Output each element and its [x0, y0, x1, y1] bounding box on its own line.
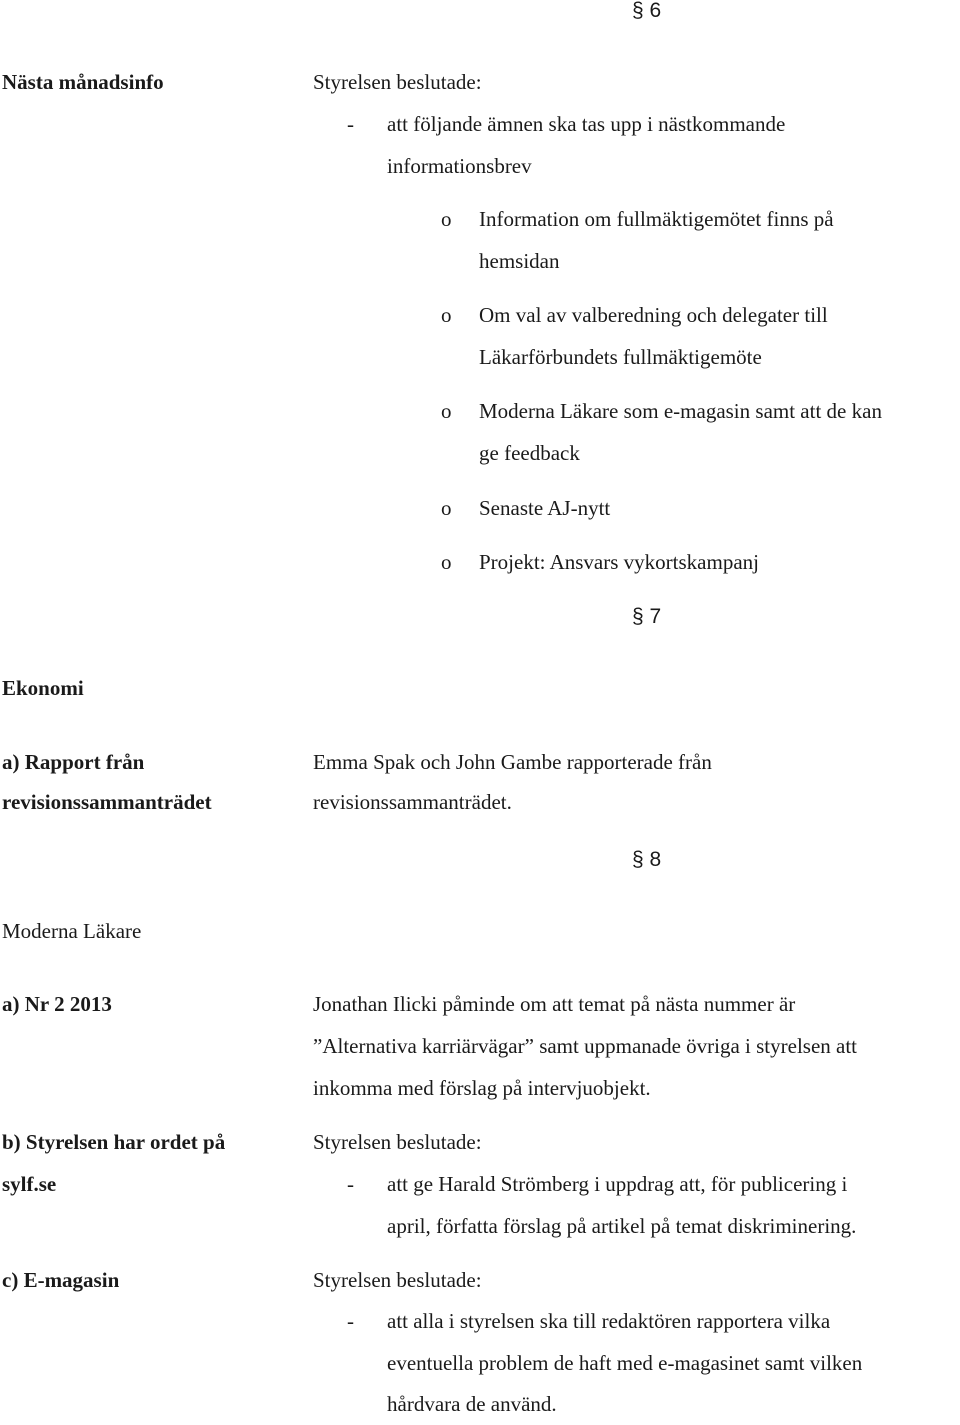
decision-item-line: informationsbrev [387, 154, 532, 178]
bullet-marker: o [441, 496, 452, 520]
decision-item-line: eventuella problem de haft med e-magasinet samt vilken [387, 1351, 863, 1375]
dash-marker: - [347, 112, 354, 136]
bullet-marker: o [441, 303, 452, 327]
body-text-line: Jonathan Ilicki påminde om att temat på nästa nummer är [313, 992, 796, 1016]
body-text-line: ”Alternativa karriärvägar” samt uppmanade övriga i styrelsen att [313, 1034, 858, 1058]
decision-item-line: att följande ämnen ska tas upp i nästkommande [387, 112, 786, 136]
subitem-line: ge feedback [479, 441, 580, 465]
agenda-label: a) Nr 2 2013 [2, 992, 112, 1016]
subitem-line: hemsidan [479, 249, 560, 273]
section-number-7: § 7 [632, 605, 662, 628]
decided-label: Styrelsen beslutade: [313, 70, 482, 94]
decided-label: Styrelsen beslutade: [313, 1268, 482, 1292]
agenda-label: revisionssammanträdet [2, 790, 212, 814]
body-text-line: revisionssammanträdet. [313, 790, 512, 814]
agenda-label: sylf.se [2, 1172, 57, 1196]
subitem-line: Projekt: Ansvars vykortskampanj [479, 550, 759, 574]
decision-item-line: hårdvara de använd. [387, 1392, 557, 1416]
subitem-line: Moderna Läkare som e-magasin samt att de kan [479, 399, 882, 423]
decided-label: Styrelsen beslutade: [313, 1130, 482, 1154]
bullet-marker: o [441, 399, 452, 423]
decision-item-line: att alla i styrelsen ska till redaktören rapportera vilka [387, 1309, 831, 1333]
agenda-label: a) Rapport från [2, 750, 145, 774]
decision-item-line: april, författa förslag på artikel på temat diskriminering. [387, 1214, 857, 1238]
heading-moderna-lakare: Moderna Läkare [2, 919, 142, 943]
subitem-line: Om val av valberedning och delegater till [479, 303, 828, 327]
dash-marker: - [347, 1172, 354, 1196]
bullet-marker: o [441, 550, 452, 574]
section-number-6: § 6 [632, 0, 662, 22]
agenda-label: b) Styrelsen har ordet på [2, 1130, 226, 1154]
bullet-marker: o [441, 207, 452, 231]
agenda-label: c) E-magasin [2, 1268, 120, 1292]
heading-nasta-manadsinfo: Nästa månadsinfo [2, 70, 164, 94]
decision-item-line: att ge Harald Strömberg i uppdrag att, för publicering i [387, 1172, 848, 1196]
section-number-8: § 8 [632, 848, 662, 871]
subitem-line: Senaste AJ-nytt [479, 496, 611, 520]
heading-ekonomi: Ekonomi [2, 676, 84, 700]
body-text-line: Emma Spak och John Gambe rapporterade från [313, 750, 712, 774]
subitem-line: Läkarförbundets fullmäktigemöte [479, 345, 762, 369]
subitem-line: Information om fullmäktigemötet finns på [479, 207, 834, 231]
body-text-line: inkomma med förslag på intervjuobjekt. [313, 1076, 651, 1100]
dash-marker: - [347, 1309, 354, 1333]
